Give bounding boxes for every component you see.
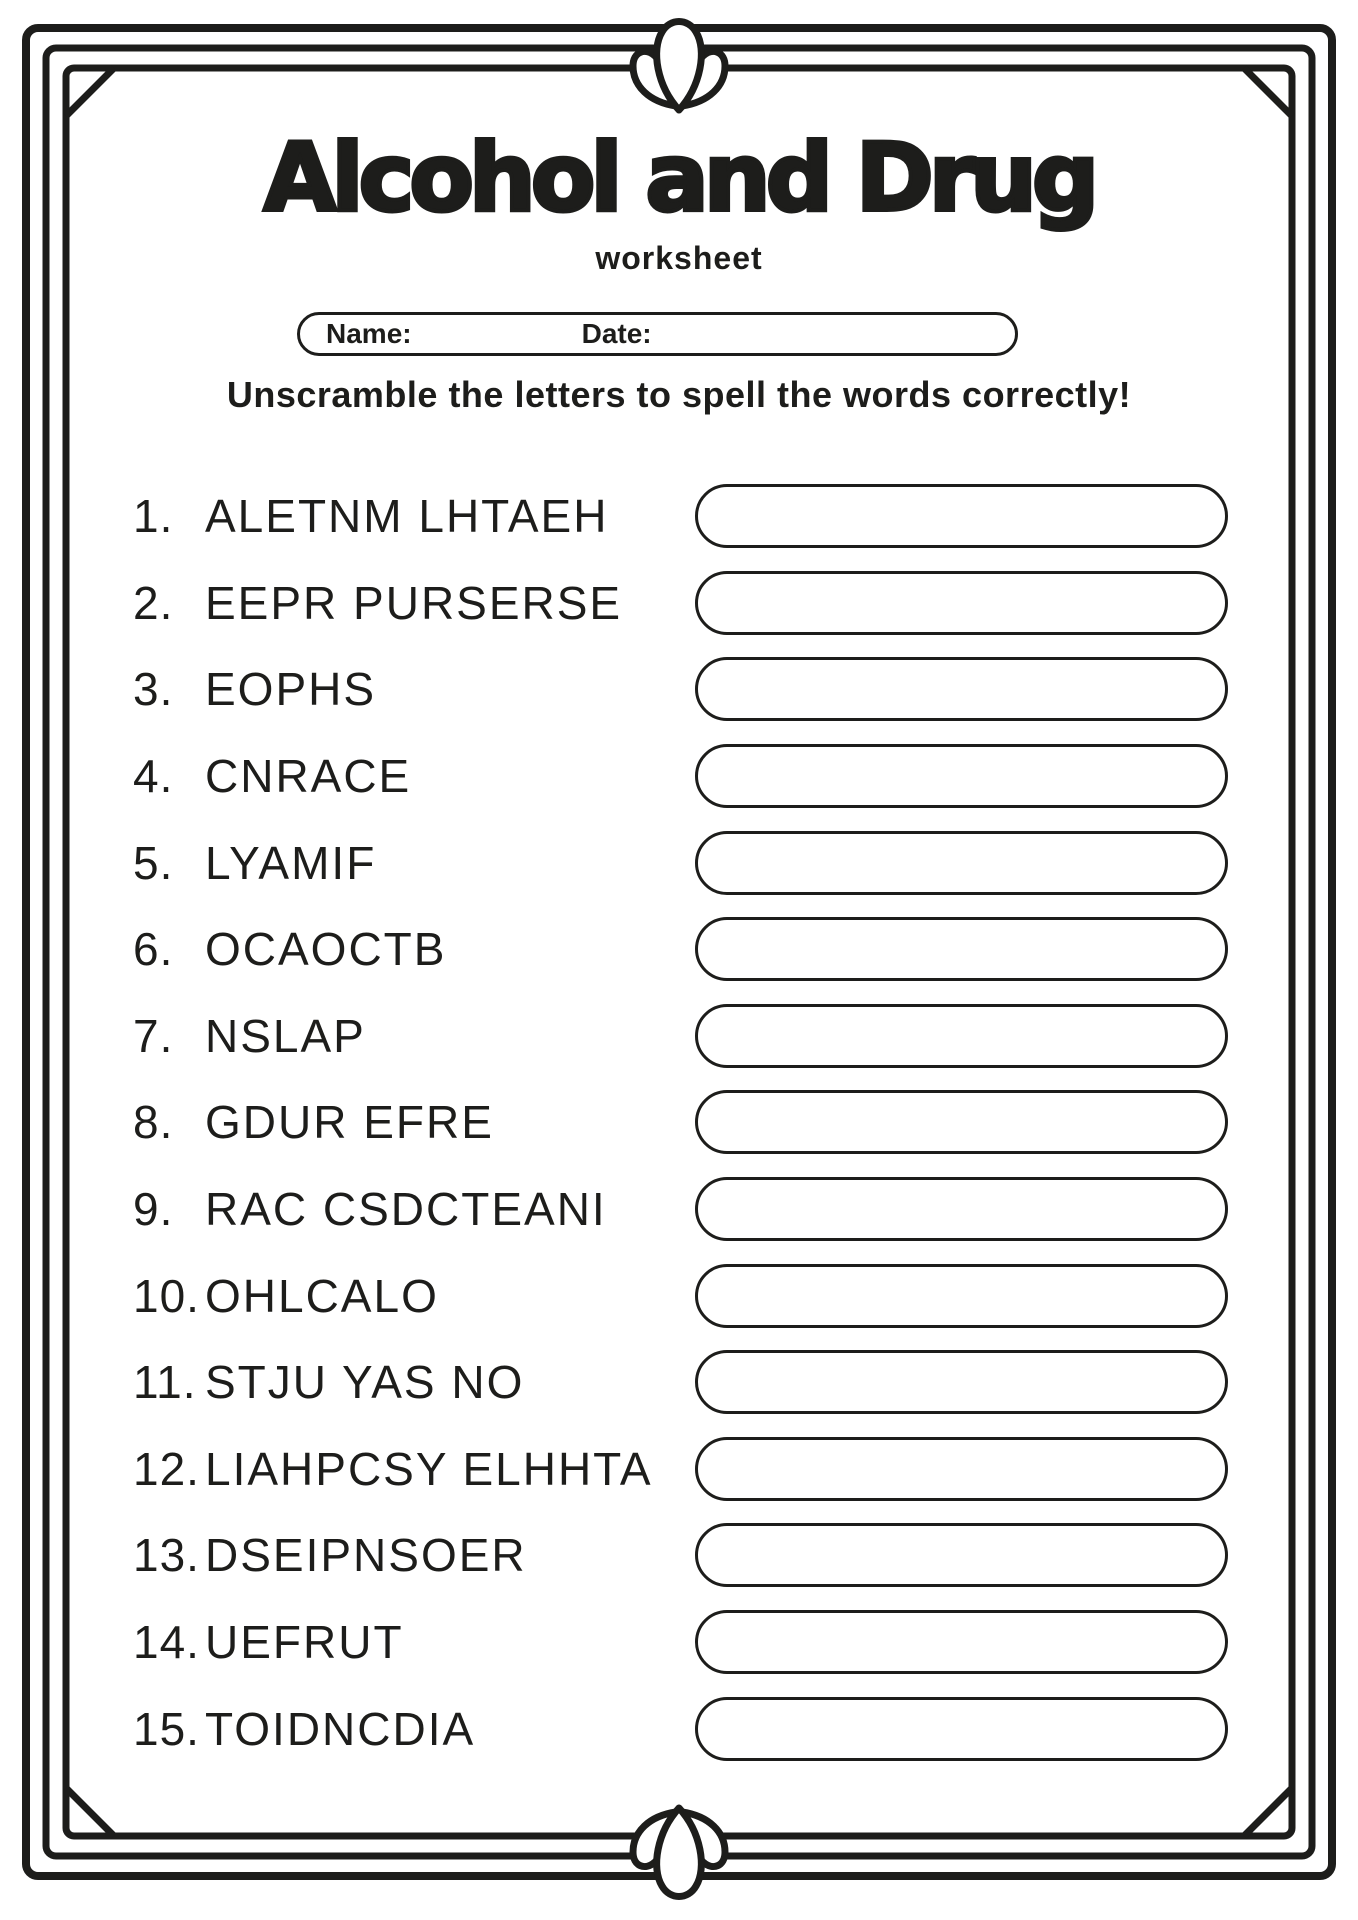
item-number: 4. [133, 750, 174, 803]
instruction-text: Unscramble the letters to spell the words correctly! [226, 374, 1132, 415]
item-number: 7. [133, 1009, 174, 1062]
item-number: 10. [133, 1269, 200, 1322]
scrambled-word: GDUR EFRE [205, 1096, 494, 1149]
item-number: 5. [133, 836, 174, 889]
date-input-area[interactable] [652, 315, 1015, 353]
scrambled-word: UEFRUT [205, 1616, 404, 1669]
item-number: 12. [133, 1442, 200, 1495]
scrambled-word: NSLAP [205, 1009, 366, 1062]
list-item [133, 1599, 1233, 1686]
list-item [133, 560, 1233, 647]
list-item [133, 1426, 1233, 1513]
scrambled-word: LIAHPCSY ELHHTA [205, 1442, 653, 1495]
item-number: 1. [133, 490, 174, 543]
list-item [133, 646, 1233, 733]
answer-blank[interactable] [695, 831, 1228, 895]
scrambled-word: CNRACE [205, 750, 412, 803]
corner-chamfer-bottom-left [66, 1788, 114, 1836]
page-title: Alcohol and Drug [263, 124, 1095, 233]
item-number: 9. [133, 1183, 174, 1236]
list-item [133, 1512, 1233, 1599]
answer-blank[interactable] [695, 744, 1228, 808]
answer-blank[interactable] [695, 571, 1228, 635]
answer-blank[interactable] [695, 1350, 1228, 1414]
name-date-box [297, 312, 1018, 356]
lotus-ornament-bottom [633, 1808, 725, 1897]
list-item [133, 1252, 1233, 1339]
list-item [133, 906, 1233, 993]
scrambled-word: TOIDNCDIA [205, 1702, 476, 1755]
answer-blank[interactable] [695, 657, 1228, 721]
item-number: 13. [133, 1529, 200, 1582]
corner-chamfer-top-right [1244, 68, 1292, 116]
scrambled-word: EOPHS [205, 663, 377, 716]
list-item [133, 1339, 1233, 1426]
page-subtitle: worksheet [595, 240, 763, 276]
item-number: 3. [133, 663, 174, 716]
answer-blank[interactable] [695, 484, 1228, 548]
scrambled-word: LYAMIF [205, 836, 377, 889]
scrambled-word: EEPR PURSERSE [205, 576, 623, 629]
name-input-area[interactable] [412, 315, 582, 353]
name-label: Name: [326, 318, 412, 349]
answer-blank[interactable] [695, 1264, 1228, 1328]
scrambled-word: OHLCALO [205, 1269, 439, 1322]
list-item [133, 733, 1233, 820]
scrambled-word: OCAOCTB [205, 923, 447, 976]
scrambled-word: RAC CSDCTEANI [205, 1183, 607, 1236]
corner-chamfer-bottom-right [1244, 1788, 1292, 1836]
list-item [133, 473, 1233, 560]
answer-blank[interactable] [695, 1697, 1228, 1761]
answer-blank[interactable] [695, 1610, 1228, 1674]
answer-blank[interactable] [695, 1437, 1228, 1501]
scrambled-word: STJU YAS NO [205, 1356, 525, 1409]
list-item [133, 1166, 1233, 1253]
answer-blank[interactable] [695, 1004, 1228, 1068]
date-label: Date: [581, 318, 652, 349]
list-item [133, 819, 1233, 906]
item-number: 2. [133, 576, 174, 629]
answer-blank[interactable] [695, 1523, 1228, 1587]
item-number: 14. [133, 1616, 200, 1669]
list-item [133, 993, 1233, 1080]
item-number: 11. [133, 1356, 197, 1409]
answer-blank[interactable] [695, 917, 1228, 981]
lotus-ornament-top [633, 22, 725, 111]
item-number: 8. [133, 1096, 174, 1149]
list-item [133, 1079, 1233, 1166]
scramble-list [133, 473, 1233, 1772]
answer-blank[interactable] [695, 1177, 1228, 1241]
scrambled-word: ALETNM LHTAEH [205, 490, 609, 543]
corner-chamfer-top-left [66, 68, 114, 116]
scrambled-word: DSEIPNSOER [205, 1529, 527, 1582]
answer-blank[interactable] [695, 1090, 1228, 1154]
list-item [133, 1685, 1233, 1772]
item-number: 6. [133, 923, 174, 976]
item-number: 15. [133, 1702, 200, 1755]
